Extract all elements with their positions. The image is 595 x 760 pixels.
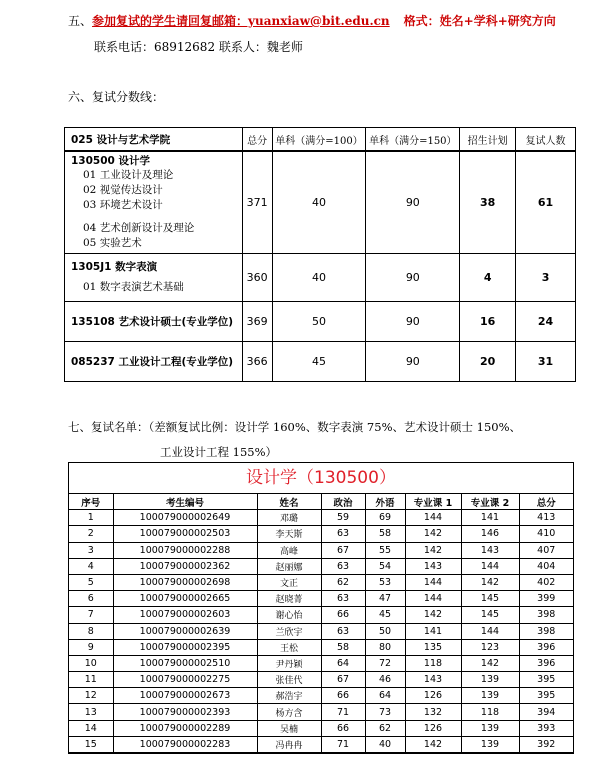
direction: 05 实验艺术	[83, 237, 142, 250]
cell-foreign-lang: 53	[365, 574, 405, 590]
cell-seq: 15	[69, 736, 113, 752]
single-100-score: 40	[272, 151, 366, 253]
section7-title: 七、复试名单：（差额复试比例：设计学 160%、数字表演 75%、艺术设计硕士 150%、	[68, 420, 522, 434]
table-row	[69, 542, 573, 558]
retest-count: 31	[516, 341, 576, 381]
direction: 02 视觉传达设计	[83, 184, 163, 197]
table-row	[69, 591, 573, 607]
cell-seq: 7	[69, 607, 113, 623]
score-line-table	[64, 127, 576, 382]
cell-major-1: 143	[405, 558, 461, 574]
cell-politics: 71	[321, 704, 365, 720]
cell-total: 398	[519, 623, 573, 639]
cell-major-2: 139	[461, 672, 519, 688]
cell-foreign-lang: 69	[365, 510, 405, 526]
table-row	[69, 720, 573, 736]
cell-politics: 64	[321, 655, 365, 671]
total-score: 366	[242, 341, 272, 381]
table-row	[69, 736, 573, 752]
cell-name: 吴楠	[257, 720, 321, 736]
cell-exam-id: 100079000002510	[113, 655, 257, 671]
cell-major-1: 142	[405, 542, 461, 558]
cell-foreign-lang: 62	[365, 720, 405, 736]
cell-foreign-lang: 64	[365, 688, 405, 704]
col-foreign-lang: 外语	[365, 494, 405, 510]
cell-total: 398	[519, 607, 573, 623]
single-100-score: 50	[272, 301, 366, 341]
cell-exam-id: 100079000002275	[113, 672, 257, 688]
cell-exam-id: 100079000002393	[113, 704, 257, 720]
cell-foreign-lang: 46	[365, 672, 405, 688]
cell-seq: 13	[69, 704, 113, 720]
section5-prefix: 五、	[68, 14, 93, 28]
cell-name: 赵晓菁	[257, 591, 321, 607]
cell-seq: 12	[69, 688, 113, 704]
cell-major-1: 118	[405, 655, 461, 671]
cell-name: 李天斯	[257, 526, 321, 542]
contact-info: 联系电话：68912682 联系人：魏老师	[94, 40, 303, 54]
cell-total: 402	[519, 574, 573, 590]
cell-seq: 8	[69, 623, 113, 639]
table-row	[69, 574, 573, 590]
header-count: 复试人数	[516, 128, 576, 152]
cell-exam-id: 100079000002503	[113, 526, 257, 542]
major-name: 135108 艺术设计硕士(专业学位)	[71, 315, 234, 328]
cell-name: 兰欣宇	[257, 623, 321, 639]
col-total: 总分	[519, 494, 573, 510]
reply-format: 格式：姓名+学科+研究方向	[403, 14, 556, 28]
score-table-header	[65, 128, 576, 152]
cell-name: 邓璐	[257, 510, 321, 526]
cell-name: 高峰	[257, 542, 321, 558]
table-row	[69, 704, 573, 720]
cell-total: 407	[519, 542, 573, 558]
cell-major-2: 146	[461, 526, 519, 542]
retest-count: 3	[516, 253, 576, 301]
enroll-plan: 16	[460, 301, 516, 341]
cell-major-2: 123	[461, 639, 519, 655]
cell-exam-id: 100079000002649	[113, 510, 257, 526]
cell-foreign-lang: 50	[365, 623, 405, 639]
cell-foreign-lang: 55	[365, 542, 405, 558]
cell-exam-id: 100079000002639	[113, 623, 257, 639]
cell-major-1: 126	[405, 688, 461, 704]
direction: 04 艺术创新设计及理论	[83, 222, 195, 235]
single-150-score: 90	[366, 151, 460, 253]
reply-email-notice[interactable]: 参加复试的学生请回复邮箱：yuanxiaw@bit.edu.cn	[92, 14, 390, 28]
header-single-150: 单科（满分=150）	[366, 128, 460, 152]
cell-major-1: 142	[405, 736, 461, 752]
cell-major-1: 142	[405, 526, 461, 542]
major-name: 130500 设计学	[71, 155, 150, 168]
cell-total: 393	[519, 720, 573, 736]
cell-politics: 63	[321, 591, 365, 607]
score-row-digital-performance	[65, 253, 576, 301]
cell-name: 谢心怡	[257, 607, 321, 623]
cell-major-1: 144	[405, 510, 461, 526]
cell-exam-id: 100079000002288	[113, 542, 257, 558]
cell-total: 396	[519, 655, 573, 671]
cell-major-2: 145	[461, 591, 519, 607]
cell-seq: 10	[69, 655, 113, 671]
col-seq: 序号	[69, 494, 113, 510]
cell-major-1: 144	[405, 591, 461, 607]
header-total: 总分	[242, 128, 272, 152]
cell-name: 文正	[257, 574, 321, 590]
cell-politics: 63	[321, 558, 365, 574]
direction: 01 数字表演艺术基础	[83, 281, 184, 293]
cell-total: 410	[519, 526, 573, 542]
list-header-row	[69, 494, 573, 510]
table-row	[69, 558, 573, 574]
cell-politics: 66	[321, 688, 365, 704]
cell-politics: 62	[321, 574, 365, 590]
cell-name: 尹丹颖	[257, 655, 321, 671]
cell-major-1: 144	[405, 574, 461, 590]
retest-count: 24	[516, 301, 576, 341]
cell-seq: 11	[69, 672, 113, 688]
cell-name: 杨方含	[257, 704, 321, 720]
cell-foreign-lang: 73	[365, 704, 405, 720]
cell-politics: 66	[321, 607, 365, 623]
section5-line	[68, 12, 556, 29]
cell-major-2: 142	[461, 574, 519, 590]
col-exam-id: 考生编号	[113, 494, 257, 510]
cell-exam-id: 100079000002283	[113, 736, 257, 752]
cell-politics: 71	[321, 736, 365, 752]
cell-major-2: 142	[461, 655, 519, 671]
cell-foreign-lang: 47	[365, 591, 405, 607]
retest-list	[68, 462, 574, 754]
col-major-2: 专业课 2	[461, 494, 519, 510]
cell-name: 赵丽娜	[257, 558, 321, 574]
cell-major-2: 144	[461, 558, 519, 574]
cell-exam-id: 100079000002698	[113, 574, 257, 590]
cell-seq: 5	[69, 574, 113, 590]
list-body	[69, 510, 573, 753]
single-150-score: 90	[366, 301, 460, 341]
section6-title: 六、复试分数线：	[68, 90, 165, 104]
cell-exam-id: 100079000002673	[113, 688, 257, 704]
cell-name: 王松	[257, 639, 321, 655]
table-row	[69, 526, 573, 542]
direction: 03 环境艺术设计	[83, 199, 163, 212]
cell-name: 冯冉冉	[257, 736, 321, 752]
retest-count: 61	[516, 151, 576, 253]
table-row	[69, 672, 573, 688]
section7-title-cont: 工业设计工程 155%）	[160, 445, 278, 459]
cell-major-1: 126	[405, 720, 461, 736]
cell-total: 395	[519, 688, 573, 704]
cell-major-1: 143	[405, 672, 461, 688]
single-100-score: 40	[272, 253, 366, 301]
cell-name: 郝浩宇	[257, 688, 321, 704]
cell-seq: 14	[69, 720, 113, 736]
col-major-1: 专业课 1	[405, 494, 461, 510]
cell-total: 394	[519, 704, 573, 720]
cell-major-2: 141	[461, 510, 519, 526]
col-name: 姓名	[257, 494, 321, 510]
cell-major-1: 132	[405, 704, 461, 720]
major-name: 1305J1 数字表演	[71, 261, 158, 273]
cell-foreign-lang: 72	[365, 655, 405, 671]
col-politics: 政治	[321, 494, 365, 510]
major-name: 085237 工业设计工程(专业学位)	[71, 355, 234, 368]
header-plan: 招生计划	[460, 128, 516, 152]
cell-seq: 9	[69, 639, 113, 655]
cell-politics: 58	[321, 639, 365, 655]
header-school: 025 设计与艺术学院	[65, 128, 243, 152]
cell-seq: 3	[69, 542, 113, 558]
cell-major-1: 135	[405, 639, 461, 655]
table-row	[69, 623, 573, 639]
cell-total: 413	[519, 510, 573, 526]
direction: 01 工业设计及理论	[83, 169, 174, 182]
single-150-score: 90	[366, 253, 460, 301]
cell-exam-id: 100079000002395	[113, 639, 257, 655]
table-row	[69, 607, 573, 623]
cell-major-2: 144	[461, 623, 519, 639]
cell-exam-id: 100079000002665	[113, 591, 257, 607]
score-row-industrial-design-eng	[65, 341, 576, 381]
total-score: 371	[242, 151, 272, 253]
cell-major-2: 118	[461, 704, 519, 720]
cell-major-2: 139	[461, 688, 519, 704]
cell-name: 张佳代	[257, 672, 321, 688]
enroll-plan: 4	[460, 253, 516, 301]
cell-total: 396	[519, 639, 573, 655]
header-single-100: 单科（满分=100）	[272, 128, 366, 152]
cell-total: 404	[519, 558, 573, 574]
cell-politics: 67	[321, 542, 365, 558]
cell-total: 395	[519, 672, 573, 688]
cell-major-2: 139	[461, 720, 519, 736]
cell-foreign-lang: 58	[365, 526, 405, 542]
table-row	[69, 639, 573, 655]
cell-exam-id: 100079000002289	[113, 720, 257, 736]
cell-seq: 6	[69, 591, 113, 607]
cell-politics: 67	[321, 672, 365, 688]
cell-foreign-lang: 40	[365, 736, 405, 752]
cell-total: 392	[519, 736, 573, 752]
cell-major-2: 139	[461, 736, 519, 752]
cell-politics: 59	[321, 510, 365, 526]
enroll-plan: 20	[460, 341, 516, 381]
cell-major-1: 142	[405, 607, 461, 623]
table-row	[69, 688, 573, 704]
cell-foreign-lang: 54	[365, 558, 405, 574]
cell-foreign-lang: 80	[365, 639, 405, 655]
cell-foreign-lang: 45	[365, 607, 405, 623]
single-150-score: 90	[366, 341, 460, 381]
cell-exam-id: 100079000002362	[113, 558, 257, 574]
single-100-score: 45	[272, 341, 366, 381]
cell-total: 399	[519, 591, 573, 607]
cell-seq: 2	[69, 526, 113, 542]
cell-politics: 63	[321, 526, 365, 542]
cell-major-1: 141	[405, 623, 461, 639]
cell-politics: 63	[321, 623, 365, 639]
cell-seq: 4	[69, 558, 113, 574]
cell-seq: 1	[69, 510, 113, 526]
enroll-plan: 38	[460, 151, 516, 253]
score-row-art-design-master	[65, 301, 576, 341]
total-score: 360	[242, 253, 272, 301]
retest-list-table	[69, 494, 573, 753]
cell-exam-id: 100079000002603	[113, 607, 257, 623]
cell-major-2: 145	[461, 607, 519, 623]
cell-politics: 66	[321, 720, 365, 736]
list-title: 设计学（130500）	[69, 463, 573, 494]
table-row	[69, 510, 573, 526]
total-score: 369	[242, 301, 272, 341]
score-row-design	[65, 151, 576, 253]
cell-major-2: 143	[461, 542, 519, 558]
table-row	[69, 655, 573, 671]
